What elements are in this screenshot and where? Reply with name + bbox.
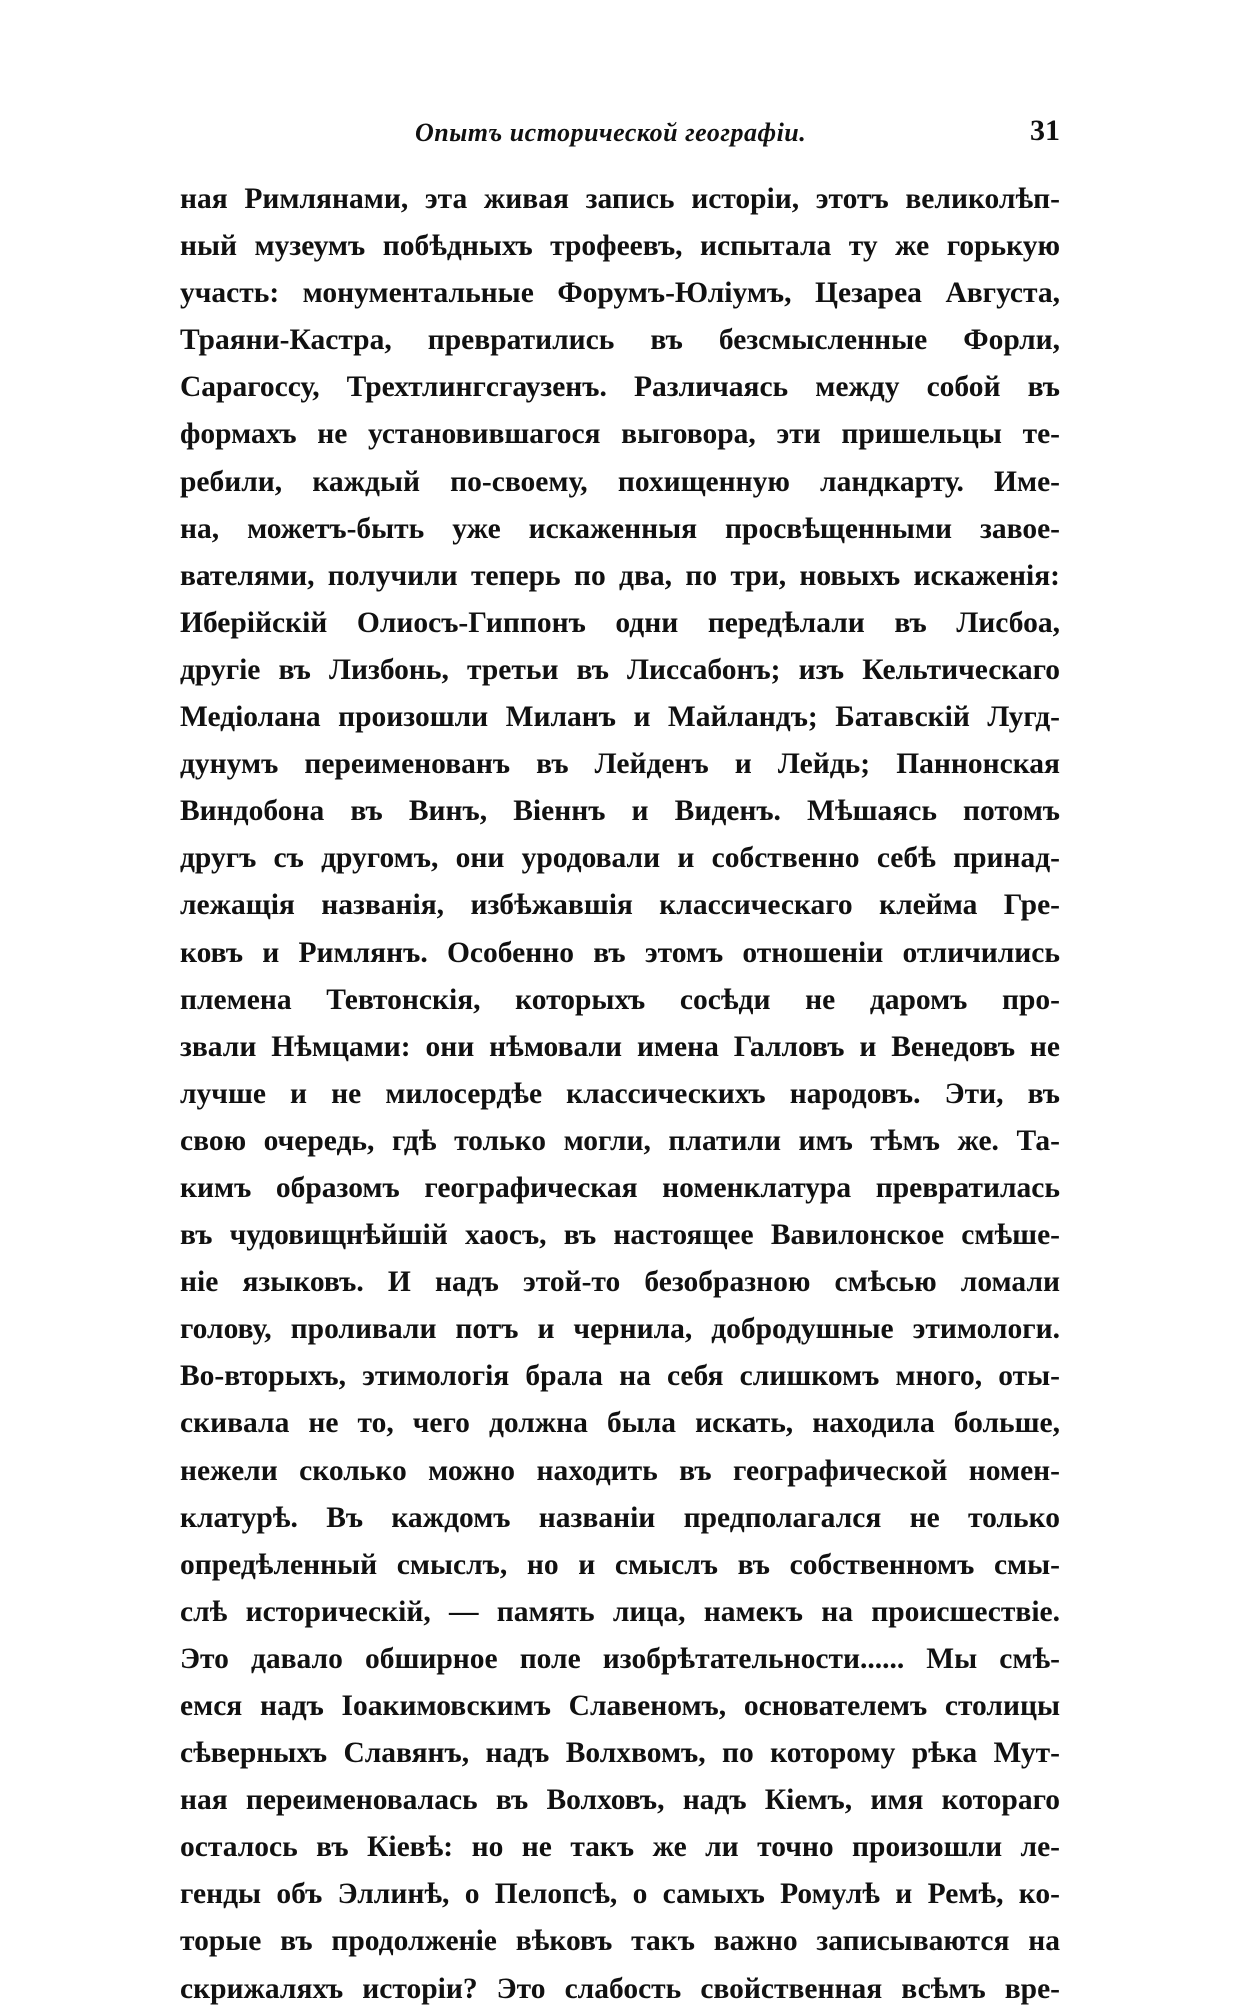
- text-line: Виндобона въ Винъ, Віеннъ и Виденъ. Мѣшаясь потомъ: [180, 795, 1060, 828]
- text-line: дунумъ переименованъ въ Лейденъ и Лейдь; Паннонская: [180, 748, 1060, 781]
- text-line: Сарагоссу, Трехтлингсгаузенъ. Различаясь между собой въ: [180, 371, 1060, 404]
- text-line: ніе языковъ. И надъ этой-то безобразною смѣсью ломали: [180, 1266, 1060, 1299]
- text-line: нежели сколько можно находить въ географической номен-: [180, 1454, 1060, 1487]
- text-line: генды объ Эллинѣ, о Пелопсѣ, о самыхъ Ромулѣ и Ремѣ, ко-: [180, 1878, 1060, 1911]
- text-line: скрижаляхъ исторіи? Это слабость свойственная всѣмъ вре-: [180, 1972, 1060, 2005]
- text-line: опредѣленный смыслъ, но и смыслъ въ собственномъ смы-: [180, 1548, 1060, 1581]
- running-head: [180, 114, 1060, 158]
- text-line: ребили, каждый по-своему, похищенную ландкарту. Име-: [180, 465, 1060, 498]
- text-line: голову, проливали потъ и чернила, добродушные этимологи.: [180, 1313, 1060, 1346]
- text-line: ная переименовалась въ Волховъ, надъ Кіемъ, имя котораго: [180, 1784, 1060, 1817]
- text-line: скивала не то, чего должна была искать, находила больше,: [180, 1407, 1060, 1440]
- text-line: осталось въ Кіевѣ: но не такъ же ли точно произошли ле-: [180, 1831, 1060, 1864]
- text-line: Медіолана произошли Миланъ и Майландъ; Батавскій Лугд-: [180, 701, 1060, 734]
- page-number: 31: [1030, 114, 1060, 147]
- text-line: лучше и не милосердѣе классическихъ народовъ. Эти, въ: [180, 1077, 1060, 1110]
- body-text: [180, 176, 1060, 2013]
- text-line: ковъ и Римлянъ. Особенно въ этомъ отношеніи отличились: [180, 936, 1060, 969]
- text-line: въ чудовищнѣйшій хаосъ, въ настоящее Вавилонское смѣше-: [180, 1219, 1060, 1252]
- text-line: Во-вторыхъ, этимологія брала на себя слишкомъ много, оты-: [180, 1360, 1060, 1393]
- text-line: клатурѣ. Въ каждомъ названіи предполагался не только: [180, 1501, 1060, 1534]
- text-line: формахъ не установившагося выговора, эти пришельцы те-: [180, 418, 1060, 451]
- text-line: участь: монументальные Форумъ-Юліумъ, Цезареа Августа,: [180, 277, 1060, 310]
- text-line: на, можетъ-быть уже искаженныя просвѣщенными завое-: [180, 512, 1060, 545]
- text-line: Иберійскій Олиосъ-Гиппонъ одни передѣлали въ Лисбоа,: [180, 606, 1060, 639]
- text-line: емся надъ Іоакимовскимъ Славеномъ, основателемъ столицы: [180, 1690, 1060, 1722]
- text-line: ный музеумъ побѣдныхъ трофеевъ, испытала ту же горькую: [180, 230, 1060, 263]
- running-title: Опытъ исторической географіи.: [415, 118, 807, 147]
- text-line: звали Нѣмцами: они нѣмовали имена Галловъ и Венедовъ не: [180, 1030, 1060, 1063]
- text-line: лежащія названія, избѣжавшія классическаго клейма Гре-: [180, 889, 1060, 922]
- text-line: свою очередь, гдѣ только могли, платили имъ тѣмъ же. Та-: [180, 1124, 1060, 1157]
- text-line: другіе въ Лизбонь, третьи въ Лиссабонъ; изъ Кельтическаго: [180, 653, 1060, 686]
- text-line: Траяни-Кастра, превратились въ безсмысленные Форли,: [180, 324, 1060, 357]
- text-line: Это давало обширное поле изобрѣтательности...... Мы смѣ-: [180, 1642, 1060, 1675]
- text-line: ная Римлянами, эта живая запись исторіи, этотъ великолѣп-: [180, 183, 1060, 215]
- text-line: вателями, получили теперь по два, по три, новыхъ искаженія:: [180, 559, 1060, 592]
- text-line: торые въ продолженіе вѣковъ такъ важно записываются на: [180, 1925, 1060, 1958]
- text-line: сѣверныхъ Славянъ, надъ Волхвомъ, по которому рѣка Мут-: [180, 1737, 1060, 1770]
- text-line: слѣ историческій, — память лица, намекъ на происшествіе.: [180, 1595, 1060, 1628]
- text-line: племена Тевтонскія, которыхъ сосѣди не даромъ про-: [180, 983, 1060, 1016]
- text-line: кимъ образомъ географическая номенклатура превратилась: [180, 1171, 1060, 1204]
- text-line: другъ съ другомъ, они уродовали и собственно себѣ принад-: [180, 842, 1060, 875]
